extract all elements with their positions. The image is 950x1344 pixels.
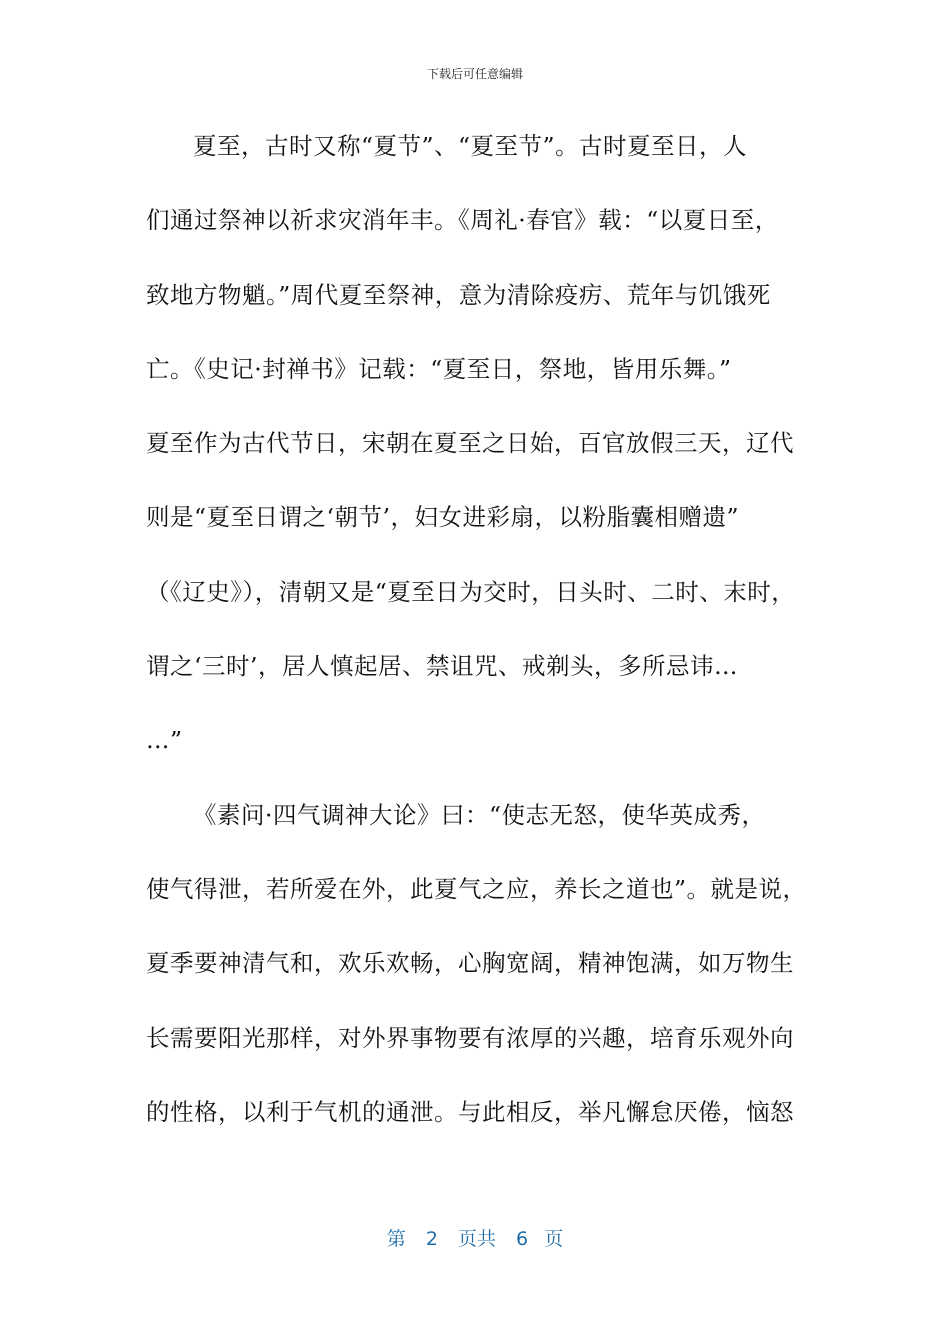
text-line: 长需要阳光那样，对外界事物要有浓厚的兴趣，培育乐观外向 bbox=[146, 1023, 794, 1052]
text-line: 们通过祭神以祈求灾消年丰。《周礼·春官》载：“以夏日至， bbox=[146, 206, 779, 235]
footer-suffix: 页 bbox=[544, 1228, 564, 1250]
text-line: 谓之‘三时’，居人慎起居、禁诅咒、戒剃头，多所忌讳… bbox=[146, 652, 738, 681]
document-body bbox=[146, 124, 806, 1164]
text-line: 夏季要神清气和，欢乐欢畅，心胸宽阔，精神饱满，如万物生 bbox=[146, 949, 794, 978]
text-line: 使气得泄，若所爱在外，此夏气之应，养长之道也”。就是说， bbox=[146, 874, 807, 903]
footer-total-pages: 6 bbox=[516, 1228, 529, 1250]
page-footer bbox=[0, 1226, 950, 1252]
text-line: 《素问·四气调神大论》曰：“使志无怒，使华英成秀， bbox=[193, 800, 766, 829]
paragraph-2 bbox=[146, 793, 806, 1164]
footer-prefix: 第 bbox=[386, 1228, 406, 1250]
paragraph-1 bbox=[146, 124, 806, 793]
footer-page-number: 2 bbox=[425, 1228, 438, 1250]
text-line: 亡。《史记·封禅书》记载：“夏至日，祭地，皆用乐舞。” bbox=[146, 354, 732, 383]
text-line: …” bbox=[146, 726, 183, 755]
footer-middle: 页共 bbox=[457, 1228, 496, 1250]
text-line: 夏至，古时又称“夏节”、“夏至节”。古时夏至日，人 bbox=[193, 132, 748, 160]
text-line: 的性格，以利于气机的通泄。与此相反，举凡懈怠厌倦，恼怒 bbox=[146, 1097, 794, 1126]
text-line: （《辽史》），清朝又是“夏至日为交时，日头时、二时、末时， bbox=[146, 577, 796, 606]
text-line: 致地方物魈。”周代夏至祭神，意为清除疫疠、荒年与饥饿死 bbox=[146, 280, 771, 309]
page-header: 下载后可任意编辑 bbox=[426, 67, 523, 81]
text-line: 夏至作为古代节日，宋朝在夏至之日始，百官放假三天，辽代 bbox=[146, 429, 794, 458]
text-line: 则是“夏至日谓之‘朝节’，妇女进彩扇，以粉脂囊相赠遗” bbox=[146, 503, 739, 532]
